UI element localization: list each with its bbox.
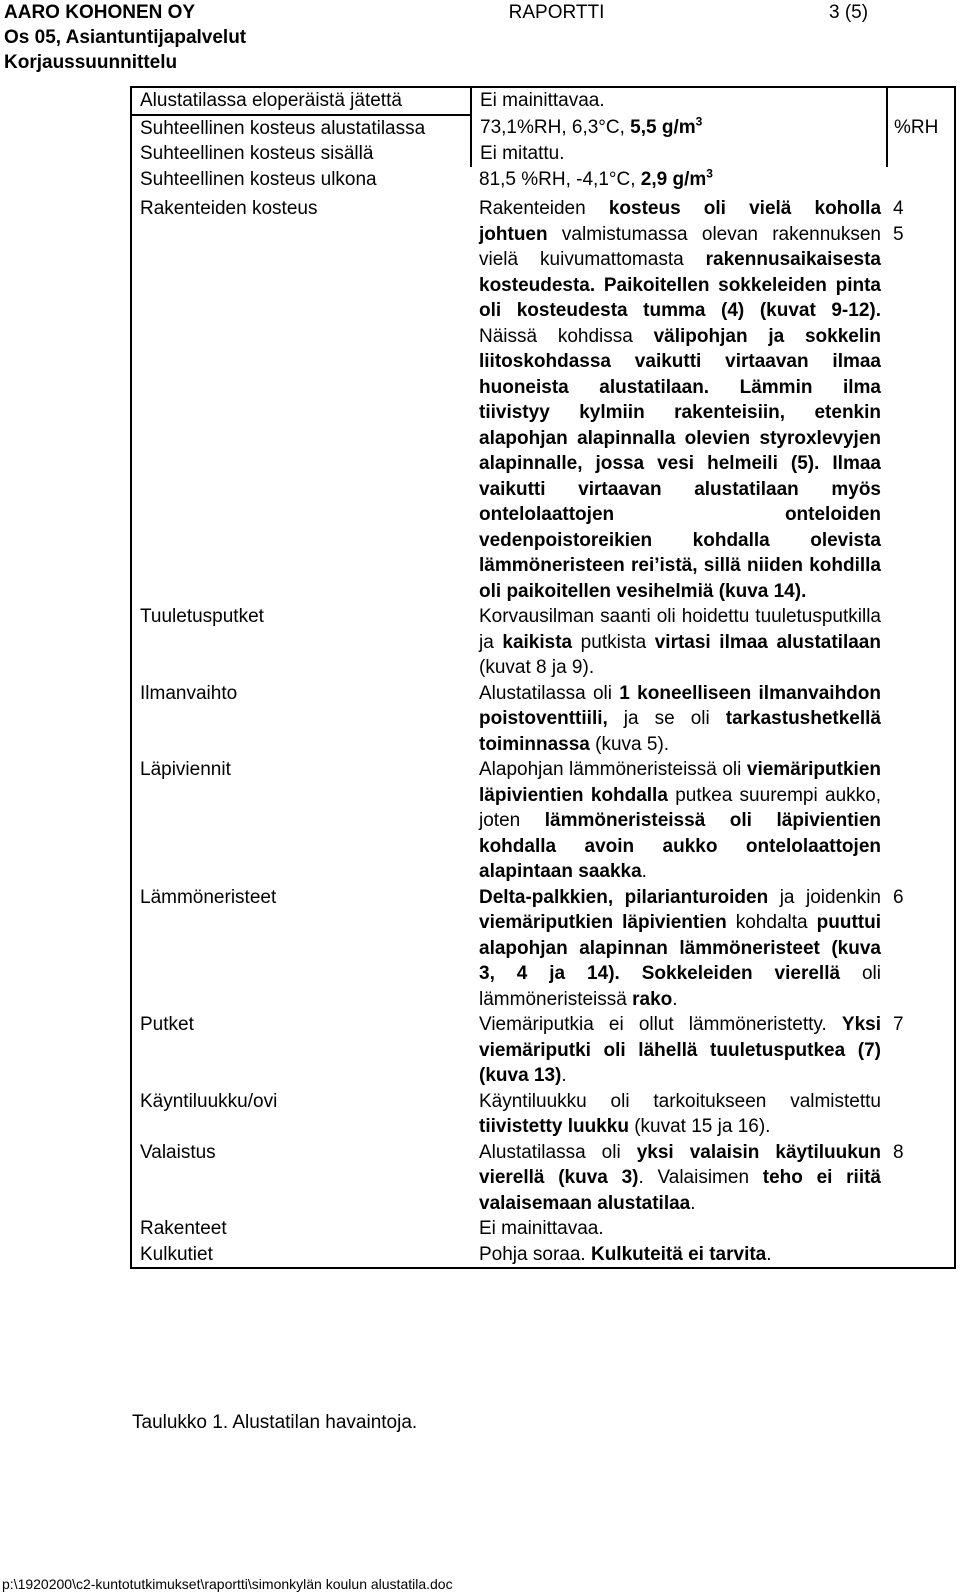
company-name: AARO KOHONEN OY [4, 2, 196, 23]
row-value: Alustatilassa oli yksi valaisin käytiluukun vierellä (kuva 3). Valaisimen teho ei riitä valaisemaan alustatilaa. [479, 1141, 882, 1214]
row-value: Käyntiluukku oli tarkoitukseen valmistettu tiivistetty luukku (kuvat 15 ja 16). [479, 1090, 881, 1137]
row-value: Ei mainittavaa. [471, 87, 887, 115]
table-row [131, 1242, 955, 1269]
table-row [131, 757, 955, 885]
row-value: Ei mitattu. [471, 141, 887, 167]
row-label: Rakenteet [131, 1216, 471, 1242]
file-path-footer: p:\1920200\c2-kuntotutkimukset\raportti\simonkylän koulun alustatila.doc [2, 1576, 453, 1592]
row-label: Käyntiluukku/ovi [131, 1089, 471, 1140]
row-label: Suhteellinen kosteus ulkona [131, 167, 471, 193]
row-label: Läpiviennit [131, 757, 471, 885]
row-label: Rakenteiden kosteus [131, 192, 471, 604]
table-row [131, 167, 955, 193]
table-row [131, 1140, 955, 1217]
observations-table [130, 86, 956, 1269]
table-row [131, 885, 955, 1013]
row-label: Kulkutiet [131, 1242, 471, 1269]
table-row [131, 1216, 955, 1242]
row-label: Alustatilassa eloperäistä jätettä [131, 87, 471, 115]
row-value: Korvausilman saanti oli hoidettu tuuletusputkilla ja kaikista putkista virtasi ilmaa alustatilaan (kuvat 8 ja 9). [479, 606, 881, 678]
row-value: Alustatilassa oli 1 koneelliseen ilmanvaihdon poistoventtiili, ja se oli tarkastushetkellä toiminnassa (kuva 5). [479, 682, 881, 755]
page-header [4, 0, 944, 75]
row-label: Suhteellinen kosteus alustatilassa [131, 115, 471, 142]
table-row [131, 604, 955, 681]
row-value: Rakenteiden kosteus oli vielä koholla johtuen valmistumassa olevan rakennuksen vielä kuivumattomasta rakennusaikaisesta kosteudesta. Paikoitellen sokkeleiden pinta oli kosteudesta tumma (4) (kuvat 9-12). Näissä kohdissa välipohjan ja sokkelin liitoskohdassa vaikutti virtaavan ilmaa huoneista alustatilaan. Lämmin ilma tiivistyy kylmiin rakenteisiin, etenkin alapohjan alapinnalla olevien styroxlevyjen alapinnalle, jossa vesi helmeili (5). Ilmaa vaikutti virtaavan alustatilaan myös ontelolaattojen onteloiden vedenpoistoreikien kohdalla olevista lämmöneristeen rei’istä, sillä niiden kohdilla oli paikoitellen vesihelmiä (kuva 14). [479, 198, 882, 602]
row-ref-number: 6 [887, 885, 955, 1013]
row-value: Delta-palkkien, pilarianturoiden ja joidenkin viemäriputkien läpivientien kohdalta puuttui alapohjan alapinnan lämmöneristeet (kuva 3, 4 ja 14). Sokkeleiden vierellä oli lämmöneristeissä rako. [479, 886, 881, 1010]
row-ref-number: 8 [887, 1140, 955, 1217]
row-label: Lämmöneristeet [131, 885, 471, 1013]
row-value: 73,1%RH, 6,3°C, 5,5 $g/m^3$ [471, 115, 887, 142]
table-row [131, 141, 955, 167]
row-value: Ei mainittavaa. [479, 1218, 604, 1239]
table-row [131, 1012, 955, 1089]
row-label: Ilmanvaihto [131, 681, 471, 758]
row-ref-numbers: 4 5 [887, 192, 955, 604]
row-value: Alapohjan lämmöneristeissä oli viemäriputkien läpivientien kohdalla putkea suurempi aukko, joten lämmöneristeissä oli läpivientien kohdalla avoin aukko ontelolaattojen alapintaan saakka. [479, 759, 881, 882]
page-number: 3 (5) [829, 2, 869, 23]
unit-line: Korjaussuunnittelu [4, 52, 178, 73]
table-row [131, 192, 955, 604]
row-label: Suhteellinen kosteus sisällä [131, 141, 471, 167]
row-label: Putket [131, 1012, 471, 1089]
row-label: Tuuletusputket [131, 604, 471, 681]
table-caption: Taulukko 1. Alustatilan havaintoja. [132, 1412, 418, 1433]
row-ref-number: 7 [887, 1012, 955, 1089]
row-label: Valaistus [131, 1140, 471, 1217]
row-value: 81,5 %RH, -4,1°C, 2,9 $g/m^3$ [479, 166, 713, 190]
department-line: Os 05, Asiantuntijapalvelut [4, 27, 247, 48]
table-row [131, 681, 955, 758]
table-row [131, 1089, 955, 1140]
row-value: Viemäriputkia ei ollut lämmöneristetty. Yksi viemäriputki oli lähellä tuuletusputkea (7) (kuva 13). [479, 1014, 881, 1086]
table-row [131, 115, 955, 142]
row-value: Pohja soraa. Kulkuteitä ei tarvita. [471, 1242, 887, 1269]
row-unit: %RH [887, 115, 955, 142]
report-label: RAPORTTI [508, 2, 605, 23]
table-row [131, 87, 955, 115]
